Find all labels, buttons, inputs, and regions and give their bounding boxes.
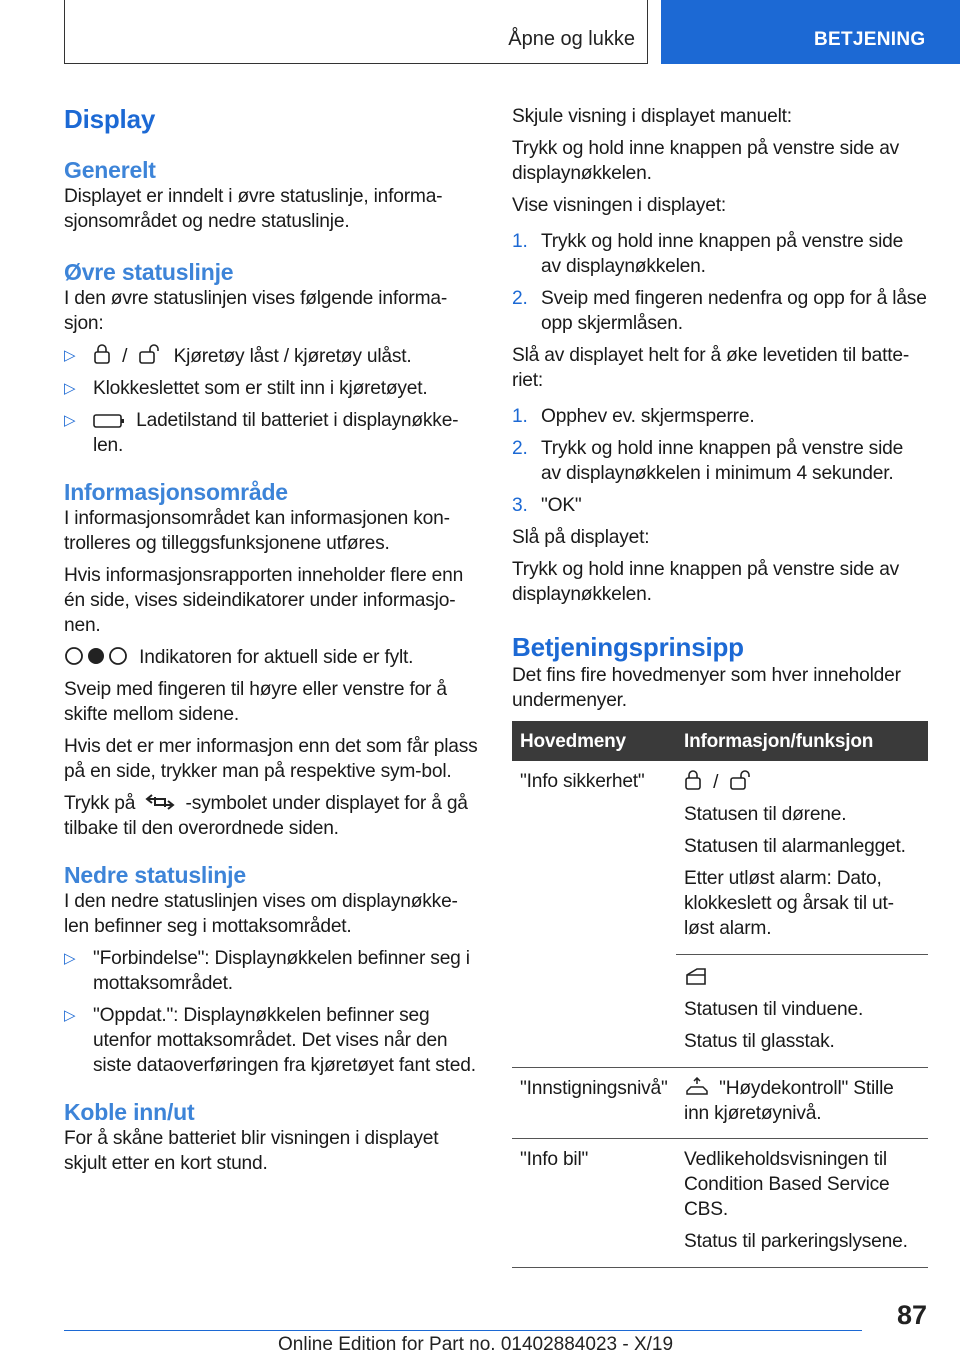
step-text: Sveip med fingeren nedenfra og opp for å låse opp skjermlåsen. <box>541 288 927 334</box>
page-number: 87 <box>896 1300 927 1330</box>
list-item-text: "Oppdat.": Displaynøkkelen befinner seg utenfor mottaksområdet. Det vises når den siste dataoverføringen fra kjøretøyet fant sted. <box>93 1005 476 1076</box>
list-item-text: Ladetilstand til batteriet i displaynøkke-len. <box>93 410 459 456</box>
footer-edition: Online Edition for Part no. 01402884023 - X/19 <box>278 1334 674 1355</box>
paragraph-ovre: I den øvre statuslinjen vises følgende informa-sjon: <box>64 288 448 334</box>
back-arrow-icon <box>143 792 177 812</box>
table-row <box>512 1068 928 1139</box>
list-item-text: Klokkeslettet som er stilt inn i kjøretøyet. <box>93 378 428 399</box>
ovre-list <box>64 343 478 458</box>
table-cell-menu: "Innstigningsnivå" <box>512 1068 676 1139</box>
paragraph-info-4: Sveip med fingeren til høyre eller venstre for å skifte mellom sidene. <box>64 679 447 725</box>
page-indicator-icon <box>64 646 128 666</box>
list-item-text: "Forbindelse": Displaynøkkelen befinner seg i mottaksområdet. <box>93 948 470 994</box>
page-title: Display <box>64 104 156 134</box>
menu-table <box>512 721 928 1268</box>
table-header-info: Informasjon/funksjon <box>676 721 928 761</box>
paragraph-sla-av: Slå av displayet helt for å øke levetiden til batte-riet: <box>512 345 910 391</box>
step-number: 2. <box>512 288 528 309</box>
paragraph-info-5: Hvis det er mer informasjon enn det som får plass på en side, trykker man på respektive sym-bol. <box>64 736 478 782</box>
step-text: Trykk og hold inne knappen på venstre side av displaynøkkelen i minimum 4 sekunder. <box>541 438 904 484</box>
bullet-triangle-icon: ▷ <box>64 380 76 397</box>
cell-text: "Høydekontroll" Stille inn kjøretøynivå. <box>684 1078 894 1124</box>
table-cell-info <box>676 1139 928 1268</box>
lock-closed-icon <box>93 343 111 365</box>
right-column <box>512 104 928 1268</box>
list-item <box>512 436 928 486</box>
heading-betjeningsprinsipp: Betjeningsprinsipp <box>512 632 744 662</box>
paragraph-sla-pa: Slå på displayet: <box>512 527 650 548</box>
paragraph-trykk-1: Trykk og hold inne knappen på venstre side av displaynøkkelen. <box>512 138 900 184</box>
header-chapter-label: BETJENING <box>814 29 926 50</box>
table-header-row <box>512 721 928 761</box>
step-text: Trykk og hold inne knappen på venstre side av displaynøkkelen. <box>541 231 904 277</box>
cell-text: Status til glasstak. <box>684 1031 835 1052</box>
lock-icons-line <box>684 769 922 795</box>
paragraph-info-1: I informasjonsområdet kan informasjonen kon-trolleres og tilleggsfunksjonene utføres. <box>64 508 450 554</box>
paragraph-trykk-2: Trykk og hold inne knappen på venstre side av displaynøkkelen. <box>512 559 900 605</box>
list-item <box>512 404 928 429</box>
step-text: "OK" <box>541 495 582 516</box>
header-section-box <box>64 0 648 64</box>
bullet-triangle-icon: ▷ <box>64 347 76 364</box>
cell-text: Statusen til vinduene. <box>684 999 864 1020</box>
list-item <box>512 286 928 336</box>
paragraph-koble: For å skåne batteriet blir visningen i displayet skjult etter en kort stund. <box>64 1128 439 1174</box>
paragraph-vise: Vise visningen i displayet: <box>512 195 726 216</box>
bullet-triangle-icon: ▷ <box>64 1007 76 1024</box>
list-item-text: Kjøretøy låst / kjøretøy ulåst. <box>173 346 412 367</box>
bullet-triangle-icon: ▷ <box>64 412 76 429</box>
cell-text: Status til parkeringslysene. <box>684 1231 908 1252</box>
cell-text: Statusen til dørene. <box>684 804 847 825</box>
paragraph-skjule: Skjule visning i displayet manuelt: <box>512 106 792 127</box>
list-item <box>512 229 928 279</box>
footer-divider <box>64 1330 862 1331</box>
lock-open-icon <box>138 343 162 365</box>
window-icon-line <box>684 965 922 990</box>
heading-nedre-statuslinje: Nedre statuslinje <box>64 862 246 888</box>
step-number: 3. <box>512 495 528 516</box>
step-number: 2. <box>512 438 528 459</box>
paragraph-info-3 <box>64 645 478 670</box>
height-control-icon <box>684 1077 710 1097</box>
table-cell-menu: "Info sikkerhet" <box>512 761 676 1068</box>
bullet-triangle-icon: ▷ <box>64 950 76 967</box>
battery-icon <box>93 413 125 429</box>
paragraph-nedre: I den nedre statuslinjen vises om displaynøkke-len befinner seg i mottaksområdet. <box>64 891 458 937</box>
table-cell-menu: "Info bil" <box>512 1139 676 1268</box>
paragraph-info-6 <box>64 791 478 841</box>
paragraph-info-2: Hvis informasjonsrapporten inneholder flere enn én side, vises sideindikatorer under informasjo-nen. <box>64 565 464 636</box>
step-number: 1. <box>512 231 528 252</box>
list-item <box>64 408 478 458</box>
step-number: 1. <box>512 406 528 427</box>
heading-informasjonsomrade: Informasjonsområde <box>64 479 288 505</box>
back-text-a: Trykk på <box>64 793 136 814</box>
table-header-hovedmeny: Hovedmeny <box>512 721 676 761</box>
cell-text: Etter utløst alarm: Dato, klokkeslett og årsak til ut-løst alarm. <box>684 868 894 939</box>
page-indicator-text: Indikatoren for aktuell side er fylt. <box>139 647 414 668</box>
window-icon <box>684 966 708 986</box>
table-cell-info <box>676 1068 928 1139</box>
heading-koble-inn-ut: Koble inn/ut <box>64 1099 195 1125</box>
back-text-b: -symbolet under displayet for å gå tilbake til den overordnede siden. <box>64 793 468 839</box>
sla-av-steps-list <box>512 404 928 518</box>
table-row <box>512 1139 928 1268</box>
table-cell-info <box>676 761 928 955</box>
cell-text: Vedlikeholdsvisningen til Condition Based Service CBS. <box>684 1149 890 1220</box>
table-cell-info <box>676 955 928 1068</box>
lock-closed-icon <box>684 769 702 791</box>
nedre-list <box>64 946 478 1078</box>
list-item <box>64 376 478 401</box>
list-item <box>64 343 478 369</box>
paragraph-betj: Det fins fire hovedmenyer som hver inneholder undermenyer. <box>512 665 901 711</box>
cell-text: Statusen til alarmanlegget. <box>684 836 906 857</box>
step-text: Opphev ev. skjermsperre. <box>541 406 755 427</box>
paragraph-generelt: Displayet er inndelt i øvre statuslinje, informa-sjonsområdet og nedre statuslinje. <box>64 186 443 232</box>
list-item <box>64 1003 478 1078</box>
heading-generelt: Generelt <box>64 157 156 183</box>
list-item <box>64 946 478 996</box>
heading-ovre-statuslinje: Øvre statuslinje <box>64 259 234 285</box>
list-item <box>512 493 928 518</box>
lock-separator: / <box>713 772 719 793</box>
header-section-title: Åpne og lukke <box>508 28 635 50</box>
left-column <box>64 100 478 1183</box>
table-row <box>512 761 928 955</box>
lock-separator: / <box>122 346 128 367</box>
vise-steps-list <box>512 229 928 336</box>
header-chapter-tab[interactable] <box>661 0 960 64</box>
lock-open-icon <box>729 769 753 791</box>
